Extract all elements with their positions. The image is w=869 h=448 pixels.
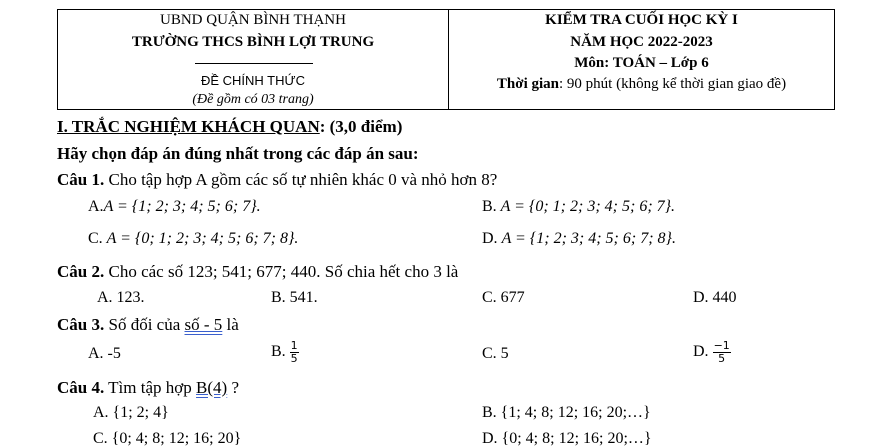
q1-option-a[interactable] bbox=[88, 198, 261, 216]
subject: Môn: TOÁN – Lớp 6 bbox=[574, 55, 709, 71]
option-prefix: D. bbox=[693, 343, 709, 361]
option-prefix: C. bbox=[88, 230, 103, 247]
q1-option-d[interactable] bbox=[482, 230, 676, 248]
question-text-end: là bbox=[222, 315, 239, 334]
q4-option-b[interactable]: B. {1; 4; 8; 12; 16; 20;…} bbox=[482, 404, 651, 421]
q3-option-a[interactable]: A. -5 bbox=[88, 345, 121, 362]
school-info bbox=[58, 10, 449, 109]
district-name: UBND QUẬN BÌNH THẠNH bbox=[160, 12, 346, 28]
official-label: ĐỀ CHÍNH THỨC bbox=[200, 73, 306, 88]
instruction: Hãy chọn đáp án đúng nhất trong các đáp án sau: bbox=[57, 144, 419, 163]
q2-option-b[interactable]: B. 541. bbox=[271, 289, 318, 306]
option-text: A = {0; 1; 2; 3; 4; 5; 6; 7; 8}. bbox=[106, 230, 299, 247]
q4-option-a[interactable]: A. {1; 2; 4} bbox=[93, 404, 169, 421]
school-name: TRƯỜNG THCS BÌNH LỢI TRUNG bbox=[131, 34, 375, 50]
fraction bbox=[290, 340, 299, 365]
question-text: Cho tập hợp A gồm các số tự nhiên khác 0 và nhỏ hơn 8? bbox=[104, 170, 498, 189]
question-label: Câu 2. bbox=[57, 262, 105, 281]
q4-option-c[interactable]: C. {0; 4; 8; 12; 16; 20} bbox=[93, 430, 242, 447]
option-prefix: D. bbox=[482, 230, 498, 247]
question-text: Tìm tập hợp bbox=[104, 378, 197, 397]
q3-option-d[interactable] bbox=[693, 340, 731, 365]
time-value: : 90 phút (không kể thời gian giao đề) bbox=[559, 76, 787, 92]
school-year: NĂM HỌC 2022-2023 bbox=[570, 34, 713, 50]
question-2 bbox=[57, 262, 458, 282]
question-text-end: ? bbox=[227, 378, 239, 397]
question-3 bbox=[57, 315, 239, 335]
q3-option-b[interactable] bbox=[271, 340, 299, 365]
question-4 bbox=[57, 378, 239, 398]
question-label: Câu 4. bbox=[57, 378, 105, 397]
exam-header bbox=[57, 9, 835, 110]
section-points: : (3,0 điểm) bbox=[319, 117, 403, 136]
fraction bbox=[713, 340, 731, 365]
divider bbox=[195, 63, 313, 64]
denominator: 5 bbox=[718, 352, 726, 365]
section-title-main: I. TRẮC NGHIỆM KHÁCH QUAN bbox=[57, 117, 320, 136]
question-text: Cho các số 123; 541; 677; 440. Số chia hết cho 3 là bbox=[104, 262, 459, 281]
option-text: A = {1; 2; 3; 4; 5; 6; 7}. bbox=[103, 198, 261, 215]
section-title bbox=[57, 117, 402, 137]
page-count-note: (Đề gồm có 03 trang) bbox=[192, 92, 314, 107]
q2-option-d[interactable]: D. 440 bbox=[693, 289, 737, 306]
option-text: A = {0; 1; 2; 3; 4; 5; 6; 7}. bbox=[500, 198, 676, 215]
question-label: Câu 3. bbox=[57, 315, 105, 334]
q1-option-b[interactable] bbox=[482, 198, 675, 216]
question-text-underlined: số - 5 bbox=[184, 315, 223, 334]
q3-option-c[interactable]: C. 5 bbox=[482, 345, 509, 362]
numerator: 1 bbox=[290, 339, 298, 352]
q2-option-a[interactable]: A. 123. bbox=[97, 289, 145, 306]
denominator: 5 bbox=[290, 352, 298, 365]
question-text: Số đối của bbox=[104, 315, 185, 334]
question-text-underlined: B(4) bbox=[196, 378, 228, 397]
q4-option-d[interactable]: D. {0; 4; 8; 12; 16; 20;…} bbox=[482, 430, 652, 447]
q1-option-c[interactable] bbox=[88, 230, 298, 248]
time-label: Thời gian bbox=[496, 76, 560, 92]
option-prefix: B. bbox=[482, 198, 497, 215]
exam-title: KIỂM TRA CUỐI HỌC KỲ I bbox=[545, 12, 738, 28]
numerator: −1 bbox=[713, 339, 730, 352]
option-prefix: B. bbox=[271, 343, 286, 361]
question-1 bbox=[57, 170, 497, 190]
q2-option-c[interactable]: C. 677 bbox=[482, 289, 525, 306]
time-info bbox=[449, 76, 834, 93]
option-prefix: A. bbox=[88, 198, 104, 215]
option-text: A = {1; 2; 3; 4; 5; 6; 7; 8}. bbox=[501, 230, 676, 247]
exam-info bbox=[449, 10, 834, 109]
question-label: Câu 1. bbox=[57, 170, 105, 189]
